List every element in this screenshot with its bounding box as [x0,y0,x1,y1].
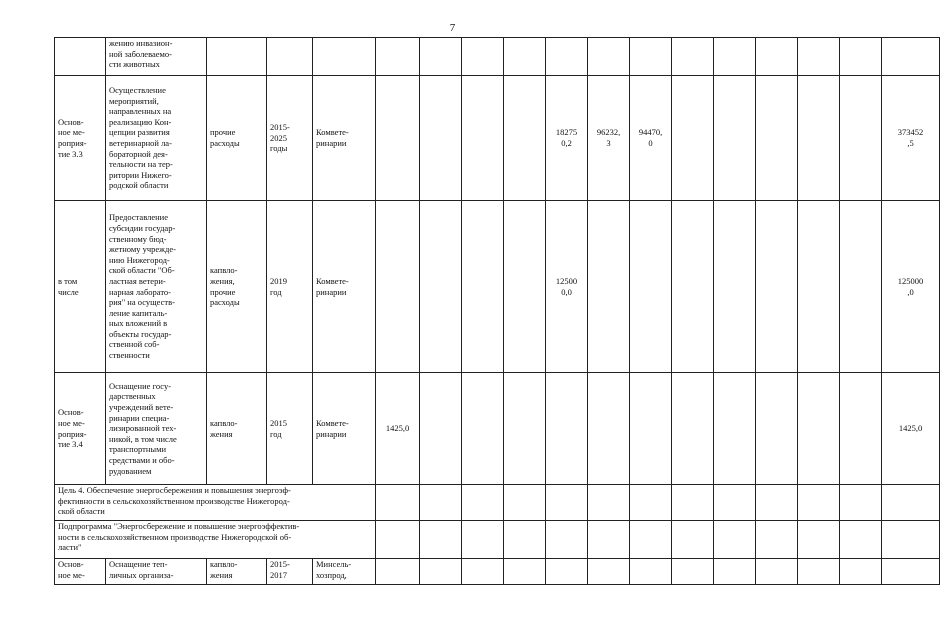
cell: Комвете- ринарии [313,201,376,373]
cell [504,201,546,373]
cell [672,38,714,76]
cell: Предоставление субсидии государ- ственному бюд- жетному учрежде- нию Нижегород- ской области "Об- ластная ветери- нарная лаборато- рия" на осуществ- ление капиталь- ных вложений в объекты государ- ственной соб- ственности [106,201,207,373]
cell: Основ- ное ме- роприя- тие 3.3 [55,76,106,201]
cell [756,38,798,76]
cell [840,373,882,485]
cell: 12500 0,0 [546,201,588,373]
cell [376,76,420,201]
cell [798,373,840,485]
cell: Оснащение госу- дарственных учреждений вете- ринарии специа- лизированной тех- никой, в том числе транспортными средствами и обо- рудованием [106,373,207,485]
cell [714,76,756,201]
cell [672,201,714,373]
cell: Осуществление мероприятий, направленных на реализацию Кон- цепции развития ветеринарной ла- бораторной дея- тельности на тер- ритории Нижего- родской области [106,76,207,201]
cell [588,201,630,373]
cell: капвло- жения [207,559,267,585]
cell: 2015- 2025 годы [267,76,313,201]
cell [207,38,267,76]
cell [756,76,798,201]
cell: 125000 ,0 [882,201,940,373]
cell: 18275 0,2 [546,76,588,201]
cell: 2019 год [267,201,313,373]
cell [55,38,106,76]
cell: в том числе [55,201,106,373]
cell [714,201,756,373]
goal-4-cell: Цель 4. Обеспечение энергосбережения и повышения энергоэф- фективности в сельскохозяйственном производстве Нижегород- ской области [55,485,376,521]
cell [630,201,672,373]
cell [504,76,546,201]
table-row [55,76,940,201]
cell [798,201,840,373]
cell: 96232, 3 [588,76,630,201]
cell [798,38,840,76]
cell [420,76,462,201]
cell [462,373,504,485]
cell [504,38,546,76]
cell [588,373,630,485]
cell [267,38,313,76]
cell: Минсель- хозпрод, [313,559,376,585]
cell: Основ- ное ме- [55,559,106,585]
cell: капвло- жения [207,373,267,485]
cell [840,76,882,201]
budget-table [54,37,940,585]
subprogram-cell: Подпрограмма "Энергосбережение и повышение энергоэффектив- ности в сельскохозяйственном производстве Нижегородской об- ласти" [55,521,376,559]
cell [630,38,672,76]
cell [420,38,462,76]
cell: жению инвазион- ной заболеваемо- сти животных [106,38,207,76]
cell [462,76,504,201]
cell [882,38,940,76]
cell: 94470, 0 [630,76,672,201]
table-row [55,485,940,521]
cell [714,373,756,485]
cell: Комвете- ринарии [313,76,376,201]
table-row [55,373,940,485]
cell [462,201,504,373]
cell [504,373,546,485]
cell: Оснащение теп- личных организа- [106,559,207,585]
cell: 1425,0 [376,373,420,485]
cell [798,76,840,201]
cell [588,38,630,76]
cell: Комвете- ринарии [313,373,376,485]
cell [462,38,504,76]
cell: капвло- жения, прочие расходы [207,201,267,373]
cell [840,38,882,76]
cell [376,38,420,76]
cell [756,201,798,373]
cell [672,76,714,201]
cell [672,373,714,485]
cell [840,201,882,373]
table-row [55,201,940,373]
cell: прочие расходы [207,76,267,201]
cell [420,373,462,485]
cell [420,201,462,373]
cell: 2015- 2017 [267,559,313,585]
cell: Основ- ное ме- роприя- тие 3.4 [55,373,106,485]
cell [546,373,588,485]
table-row [55,38,940,76]
cell [630,373,672,485]
table-row [55,559,940,585]
cell [313,38,376,76]
cell: 2015 год [267,373,313,485]
page-number: 7 [449,22,456,34]
cell [376,201,420,373]
cell [546,38,588,76]
cell [756,373,798,485]
table-row [55,521,940,559]
cell [714,38,756,76]
cell: 373452 ,5 [882,76,940,201]
cell: 1425,0 [882,373,940,485]
